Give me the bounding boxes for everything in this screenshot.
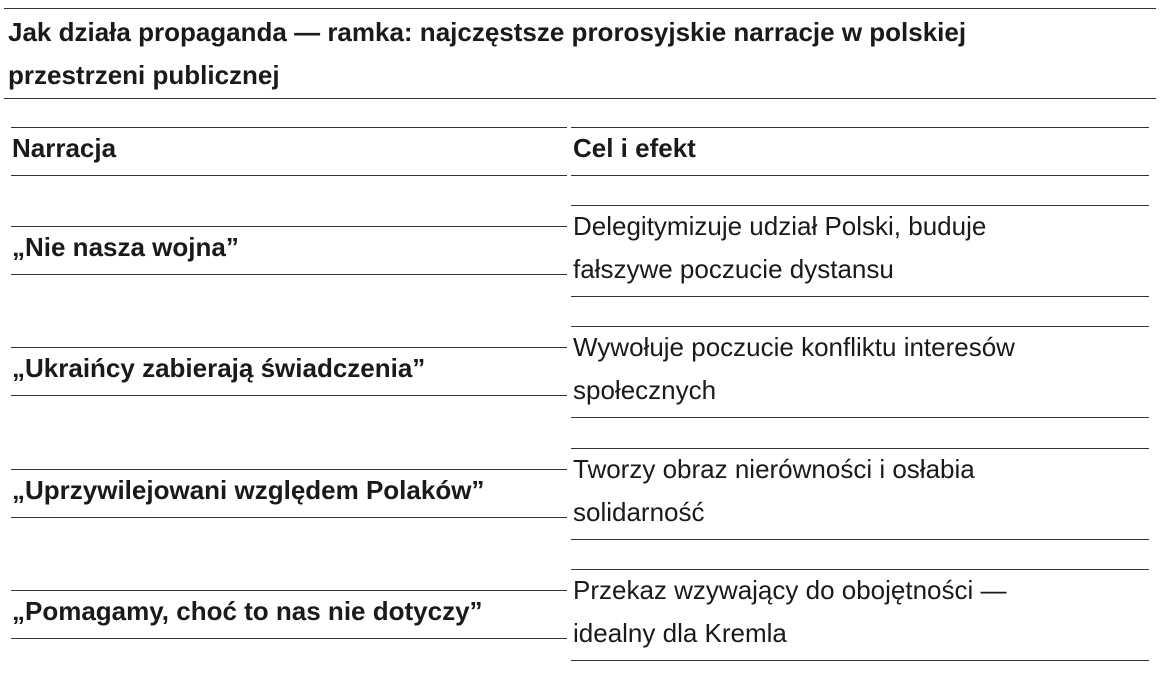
column-header-effect: Cel i efekt [573, 133, 696, 163]
title-block [4, 8, 1156, 99]
effect-line-1: Delegitymizuje udział Polski, buduje [573, 211, 987, 241]
effect-line-2: solidarność [573, 497, 705, 527]
effect-line-2: społecznych [573, 375, 717, 405]
narrative-cell: „Nie nasza wojna” [12, 232, 239, 262]
narrative-bottom-rule [11, 395, 567, 396]
effect-line-2: idealny dla Kremla [573, 618, 787, 648]
effect-bottom-rule [571, 660, 1149, 661]
effect-line-1: Wywołuje poczucie konfliktu interesów [573, 332, 1015, 362]
effect-bottom-rule [571, 539, 1149, 540]
header-bottom-rule-left [11, 175, 567, 176]
page-title: Jak działa propaganda — ramka: najczęstsze prorosyjskie narracje w polskiej przestrzeni publicznej [8, 17, 967, 90]
effect-bottom-rule [571, 417, 1149, 418]
narrative-bottom-rule [11, 274, 567, 275]
narrative-bottom-rule [11, 517, 567, 518]
effect-bottom-rule [571, 296, 1149, 297]
header-bottom-rule-right [571, 175, 1149, 176]
effect-line-2: fałszywe poczucie dystansu [573, 254, 894, 284]
column-header-narrative: Narracja [12, 133, 117, 163]
effect-line-1: Tworzy obraz nierówności i osłabia [573, 454, 975, 484]
narrative-bottom-rule [11, 638, 567, 639]
effect-line-1: Przekaz wzywający do obojętności — [573, 575, 1007, 605]
narrative-cell: „Pomagamy, choć to nas nie dotyczy” [12, 596, 483, 626]
narrative-cell: „Uprzywilejowani względem Polaków” [12, 475, 485, 505]
narrative-cell: „Ukraińcy zabierają świadczenia” [12, 353, 426, 383]
